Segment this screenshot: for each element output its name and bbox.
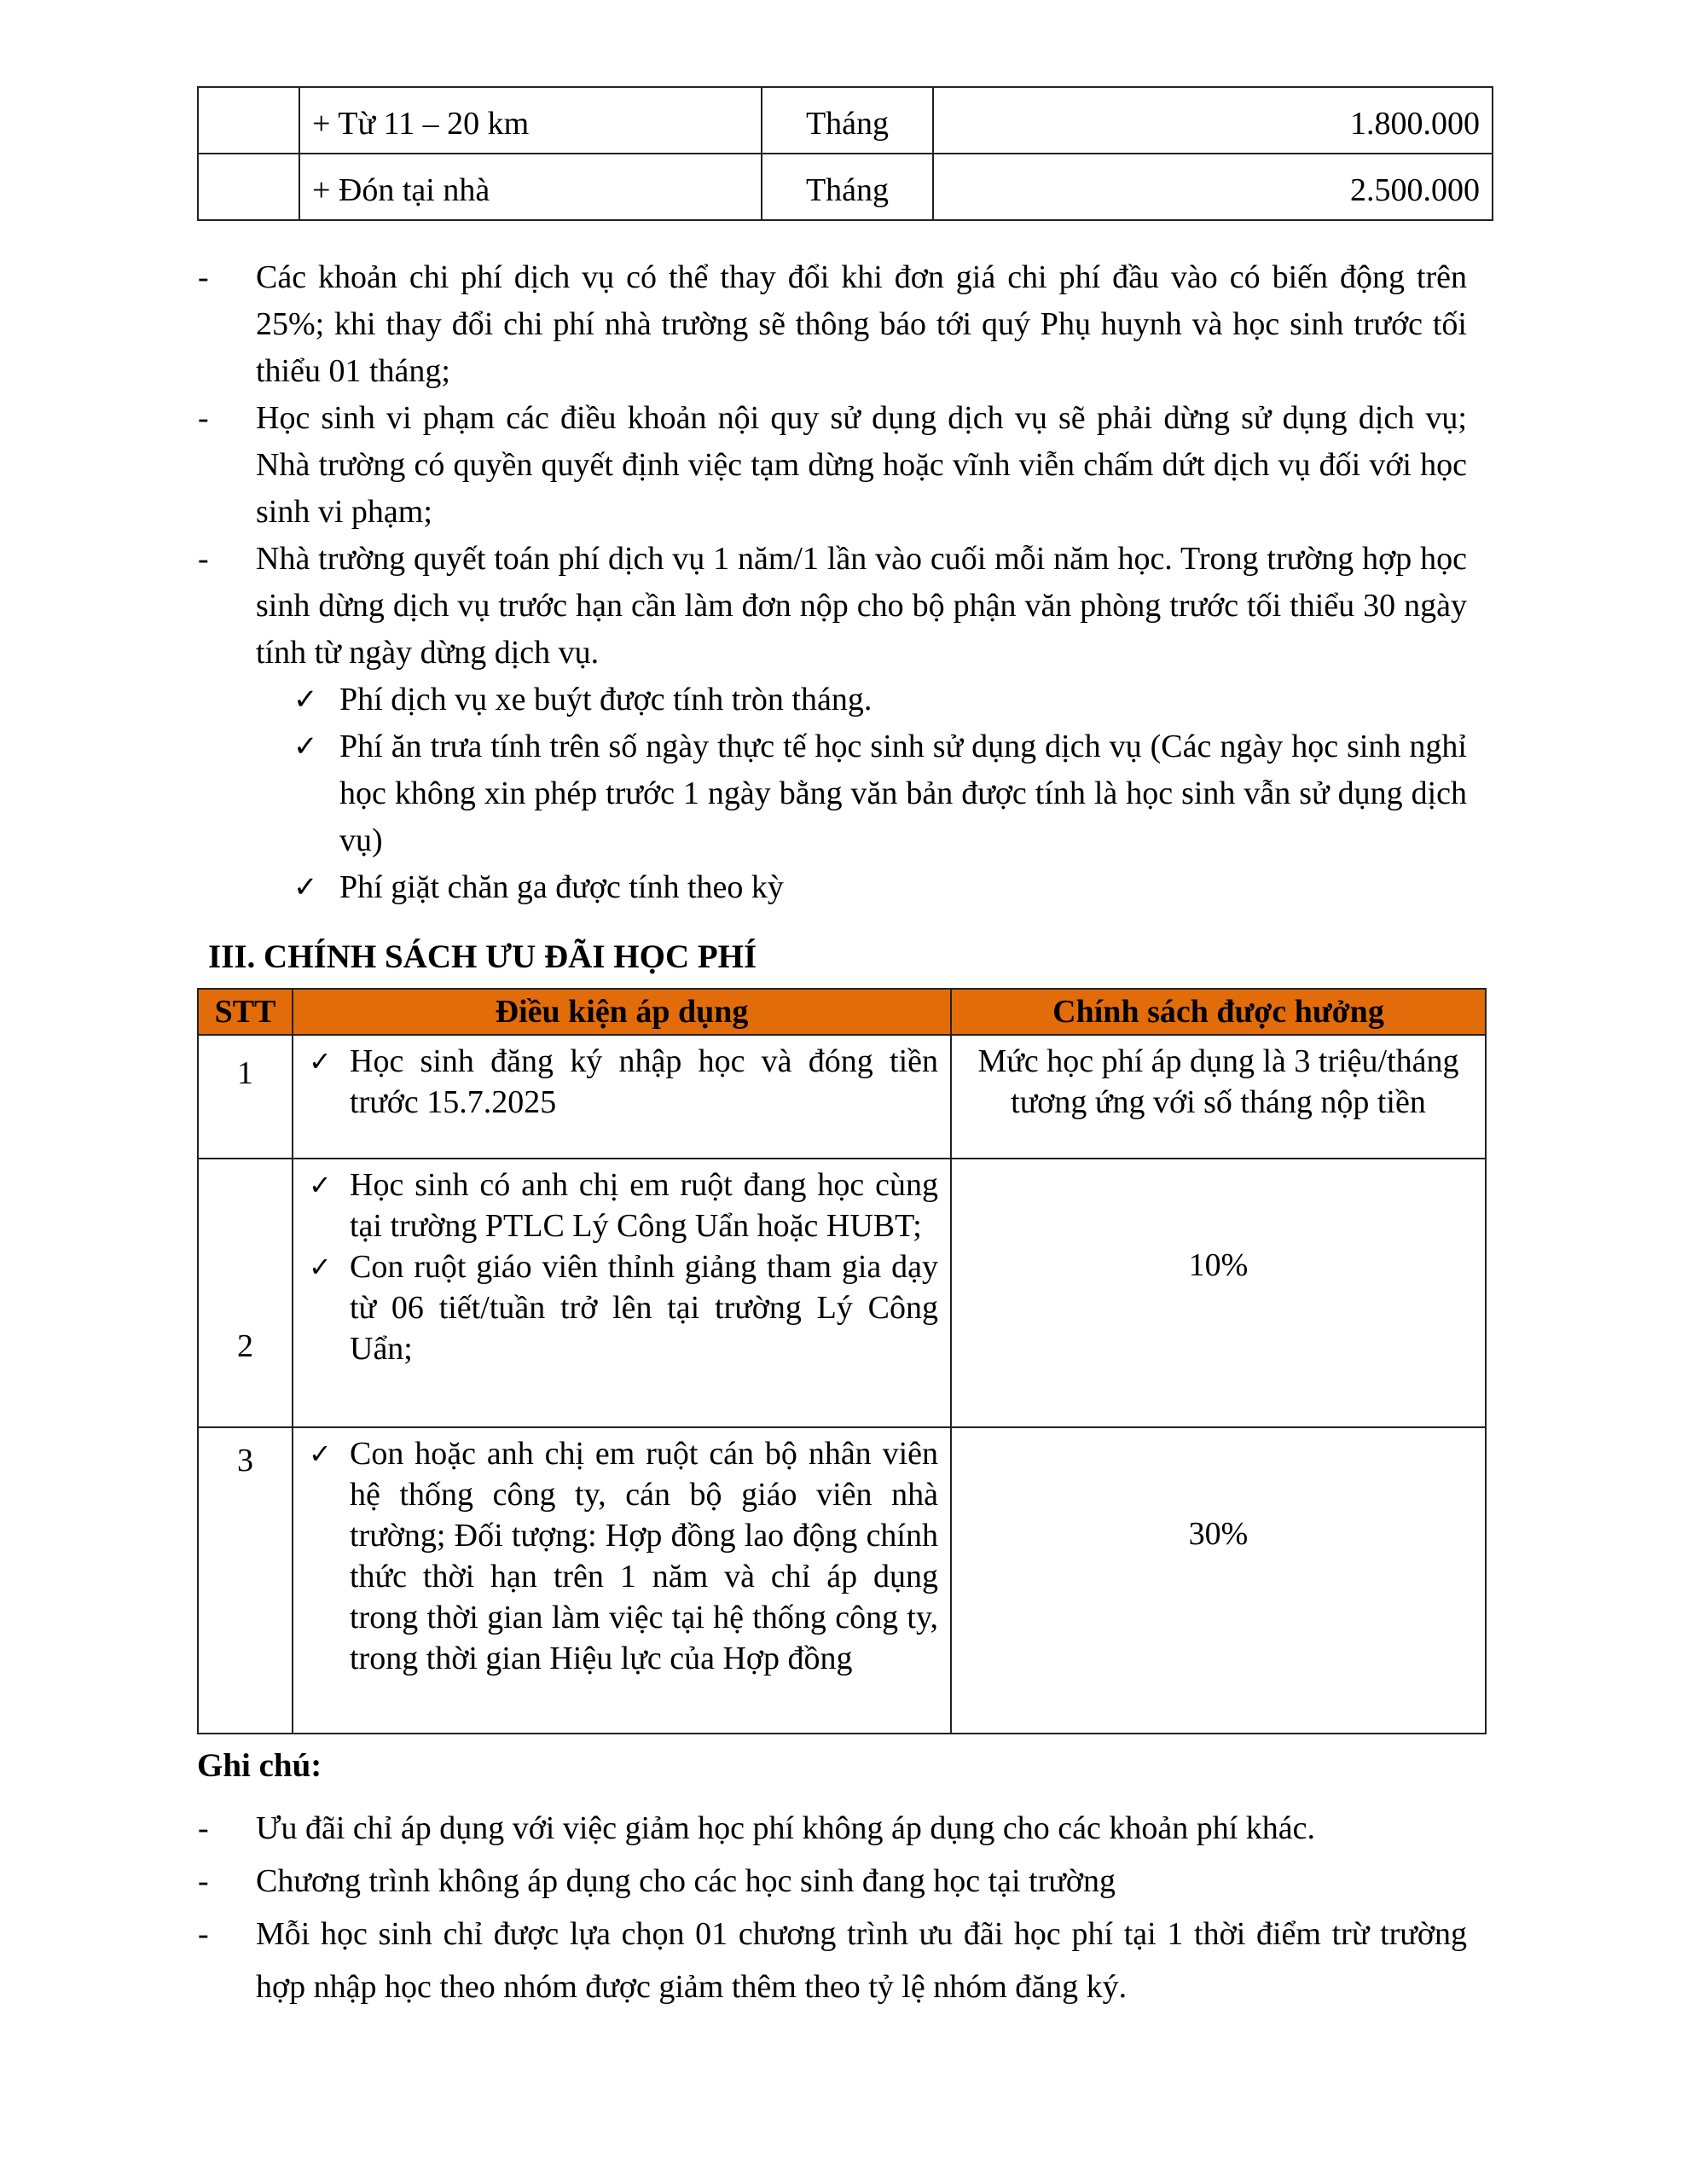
fee-item: + Đón tại nhà bbox=[299, 154, 762, 220]
fee-price: 2.500.000 bbox=[933, 154, 1493, 220]
column-header-condition: Điều kiện áp dụng bbox=[293, 989, 951, 1035]
note-paragraph: Các khoản chi phí dịch vụ có thể thay đổi khi đơn giá chi phí đầu vào có biến động trên 25%; khi thay đổi chi phí nhà trường sẽ thông báo tới quý Phụ huynh và học sinh trước tối thiểu 01 tháng; bbox=[256, 259, 1467, 389]
condition-item bbox=[305, 1041, 938, 1123]
condition-text: Học sinh có anh chị em ruột đang học cùng tại trường PTLC Lý Công Uẩn hoặc HUBT; bbox=[350, 1167, 938, 1244]
condition-item bbox=[305, 1246, 938, 1369]
row-conditions bbox=[293, 1427, 951, 1734]
column-header-policy: Chính sách được hưởng bbox=[951, 989, 1486, 1035]
dash-bullet: - bbox=[198, 1916, 209, 1952]
row-stt: 1 bbox=[198, 1035, 293, 1159]
table-row bbox=[198, 1427, 1486, 1734]
fee-unit: Tháng bbox=[762, 154, 933, 220]
row-conditions bbox=[293, 1159, 951, 1427]
dash-bullet: - bbox=[198, 400, 209, 436]
row-policy: 10% bbox=[951, 1159, 1486, 1427]
condition-text: Con ruột giáo viên thỉnh giảng tham gia dạy từ 06 tiết/tuần trở lên tại trường Lý Công Uẩn; bbox=[350, 1249, 938, 1367]
row-policy: 30% bbox=[951, 1427, 1486, 1734]
dash-bullet: - bbox=[198, 259, 209, 295]
checkmark-icon: ✓ bbox=[309, 1438, 332, 1469]
row-stt: 2 bbox=[198, 1159, 293, 1427]
note-item: Ưu đãi chỉ áp dụng với việc giảm học phí không áp dụng cho các khoản phí khác. bbox=[256, 1810, 1316, 1846]
row-stt: 3 bbox=[198, 1427, 293, 1734]
column-header-stt: STT bbox=[198, 989, 293, 1035]
note-paragraph: Nhà trường quyết toán phí dịch vụ 1 năm/1 lần vào cuối mỗi năm học. Trong trường hợp học sinh dừng dịch vụ trước hạn cần làm đơn nộp cho bộ phận văn phòng trước tối thiểu 30 ngày tính từ ngày dừng dịch vụ. bbox=[256, 541, 1467, 671]
checkmark-icon: ✓ bbox=[309, 1252, 332, 1282]
check-item: Phí dịch vụ xe buýt được tính tròn tháng. bbox=[339, 682, 872, 717]
check-item: Phí giặt chăn ga được tính theo kỳ bbox=[339, 869, 784, 905]
condition-text: Học sinh đăng ký nhập học và đóng tiền trước 15.7.2025 bbox=[350, 1043, 938, 1120]
fee-stt bbox=[198, 154, 299, 220]
condition-item bbox=[305, 1433, 938, 1679]
dash-bullet: - bbox=[198, 1810, 209, 1846]
dash-bullet: - bbox=[198, 541, 209, 577]
table-row bbox=[198, 154, 1493, 220]
row-policy: Mức học phí áp dụng là 3 triệu/tháng tương ứng với số tháng nộp tiền bbox=[951, 1035, 1486, 1159]
fee-price: 1.800.000 bbox=[933, 87, 1493, 154]
row-conditions bbox=[293, 1035, 951, 1159]
note-item: Chương trình không áp dụng cho các học sinh đang học tại trường bbox=[256, 1863, 1116, 1899]
table-row bbox=[198, 1159, 1486, 1427]
fee-table bbox=[197, 86, 1493, 221]
policy-table bbox=[197, 988, 1487, 1734]
checkmark-icon: ✓ bbox=[293, 684, 318, 716]
checkmark-icon: ✓ bbox=[293, 872, 318, 903]
condition-text: Con hoặc anh chị em ruột cán bộ nhân viên hệ thống công ty, cán bộ giáo viên nhà trường; Đối tượng: Hợp đồng lao động chính thức thời hạn trên 1 năm và chỉ áp dụng trong thời gian làm việc tại hệ thống công ty, trong thời gian Hiệu lực của Hợp đồng bbox=[350, 1436, 938, 1676]
table-row bbox=[198, 87, 1493, 154]
notes-title: Ghi chú: bbox=[197, 1747, 322, 1784]
dash-bullet: - bbox=[198, 1863, 209, 1899]
checkmark-icon: ✓ bbox=[309, 1046, 332, 1077]
section-heading: III. CHÍNH SÁCH ƯU ĐÃI HỌC PHÍ bbox=[208, 938, 757, 975]
checkmark-icon: ✓ bbox=[309, 1170, 332, 1200]
condition-item bbox=[305, 1165, 938, 1246]
fee-stt bbox=[198, 87, 299, 154]
note-item: Mỗi học sinh chỉ được lựa chọn 01 chương trình ưu đãi học phí tại 1 thời điểm trừ trường hợp nhập học theo nhóm được giảm thêm theo tỷ lệ nhóm đăng ký. bbox=[256, 1916, 1467, 2005]
check-item: Phí ăn trưa tính trên số ngày thực tế học sinh sử dụng dịch vụ (Các ngày học sinh nghỉ học không xin phép trước 1 ngày bằng văn bản được tính là học sinh vẫn sử dụng dịch vụ) bbox=[339, 729, 1467, 858]
fee-unit: Tháng bbox=[762, 87, 933, 154]
table-header-row bbox=[198, 989, 1486, 1035]
checkmark-icon: ✓ bbox=[293, 731, 318, 763]
table-row bbox=[198, 1035, 1486, 1159]
note-paragraph: Học sinh vi phạm các điều khoản nội quy sử dụng dịch vụ sẽ phải dừng sử dụng dịch vụ; Nhà trường có quyền quyết định việc tạm dừng hoặc vĩnh viễn chấm dứt dịch vụ đối với học sinh vi phạm; bbox=[256, 400, 1467, 530]
fee-item: + Từ 11 – 20 km bbox=[299, 87, 762, 154]
